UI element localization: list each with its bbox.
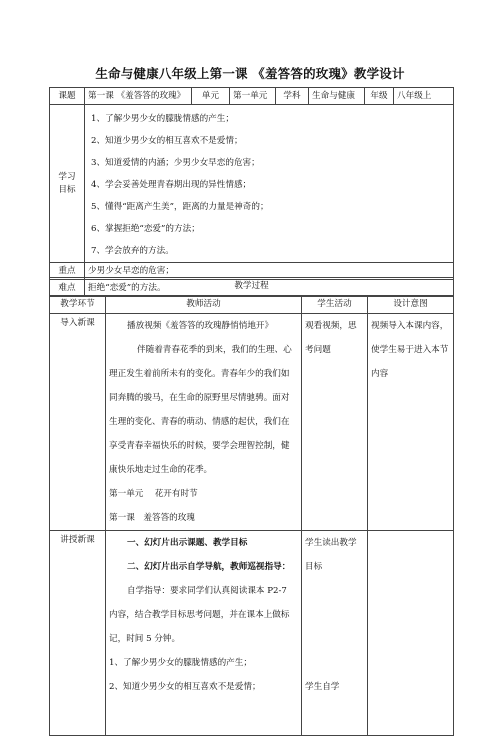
key-label: 重点 (50, 263, 85, 280)
objective-item: 3、知道爱情的内涵；少男少女早恋的危害； (91, 158, 260, 168)
header-teacher: 教师活动 (106, 296, 302, 314)
info-row-basic (50, 88, 454, 105)
objective-item: 1、了解少男少女的朦胧情感的产生； (91, 114, 234, 124)
difficulty-value: 拒绝“恋爱”的方法。 (85, 280, 454, 297)
header-stage: 教学环节 (50, 296, 106, 314)
intro-stage: 导入新课 (50, 314, 106, 531)
objectives-list (85, 105, 454, 263)
subject-value: 生命与健康 (309, 88, 365, 105)
objective-item: 5、懂得“距离产生美”，距离的力量是神奇的； (91, 202, 269, 212)
new-stage: 讲授新课 (50, 531, 106, 736)
topic-value: 第一课 《羞答答的玫瑰》 (85, 88, 192, 105)
process-title-row (50, 278, 454, 296)
process-row-new (50, 531, 454, 736)
grade-label: 年级 (365, 88, 394, 105)
difficulty-label: 难点 (50, 280, 85, 297)
new-student2: 学生自学 (305, 682, 340, 692)
process-row-intro (50, 314, 454, 531)
objective-item: 6、掌握拒绝“恋爱”的方法； (91, 224, 200, 234)
new-step2: 二、幻灯片出示自学导航，教师巡视指导： (127, 562, 291, 572)
objectives-label-text: 学习目标 (58, 171, 76, 195)
new-item1: 1、了解少男少女的朦胧情感的产生； (109, 658, 252, 668)
intro-teacher-body: 伴随着青春花季的到来，我们的生理、心理正发生着前所未有的变化。青春年少的我们如同奔腾的骏马，在生命的原野里尽情驰骋。面对生理的变化、青春的萌动、情感的起伏，我们在享受青春幸福快乐的时候，要学会理智控制，健康快乐地走过生命的花季。 (109, 345, 292, 475)
new-step1: 一、幻灯片出示课题、教学目标 (127, 538, 248, 548)
objective-item: 4、学会妥善处理青春期出现的异性情感； (91, 180, 252, 190)
new-teacher (106, 531, 302, 736)
grade-value: 八年级上 (394, 88, 454, 105)
new-student (302, 531, 368, 736)
key-value: 少男少女早恋的危害； (85, 263, 454, 280)
unit-label: 单元 (192, 88, 230, 105)
objectives-label (50, 105, 85, 263)
lesson-info-table (49, 87, 454, 297)
intro-teacher-unit: 第一单元 花开有时节 (109, 489, 198, 499)
header-student: 学生活动 (302, 296, 368, 314)
new-student1: 学生读出教学目标 (305, 538, 357, 572)
process-header-row (50, 296, 454, 314)
new-item2: 2、知道少男少女的相互喜欢不是爱情； (109, 682, 261, 692)
intro-teacher-lesson: 第一课 羞答答的玫瑰 (109, 513, 195, 523)
intro-teacher (106, 314, 302, 531)
intro-student: 观看视频，思考问题 (302, 314, 368, 531)
unit-value: 第一单元 (230, 88, 276, 105)
objective-item: 7、学会放弃的方法。 (91, 246, 174, 256)
intro-intent: 视频导入本课内容，使学生易于进入本节内容 (368, 314, 454, 531)
header-intent: 设计意图 (368, 296, 454, 314)
new-guide: 自学指导：要求同学们认真阅读课本 P2-7 内容，结合教学目标思考问题，并在课本上做标记，时间 5 分钟。 (109, 586, 290, 644)
new-intent (368, 531, 454, 736)
objective-item: 2、知道少男少女的相互喜欢不是爱情； (91, 136, 243, 146)
info-row-objectives (50, 105, 454, 263)
intro-teacher-first: 播放视频《羞答答的玫瑰静悄悄地开》 (127, 321, 274, 331)
subject-label: 学科 (276, 88, 309, 105)
teaching-process-table (49, 277, 454, 736)
topic-label: 课题 (50, 88, 85, 105)
page-title: 生命与健康八年级上第一课 《羞答答的玫瑰》教学设计 (95, 66, 405, 81)
process-title: 教学过程 (50, 278, 454, 296)
